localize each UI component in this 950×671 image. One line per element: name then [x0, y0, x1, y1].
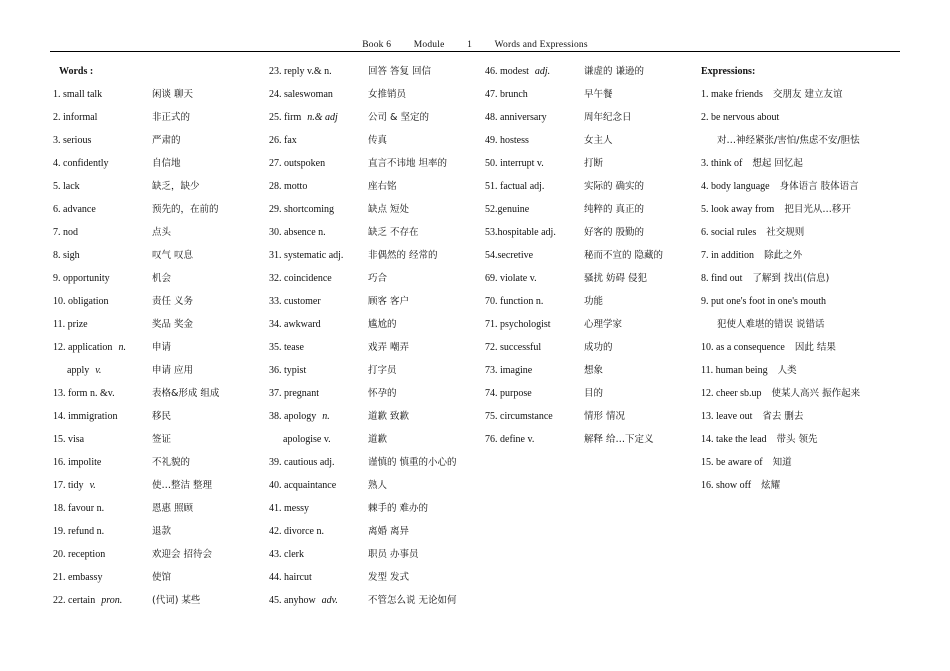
word-english: 28. motto: [269, 181, 308, 192]
word-entry: [485, 129, 695, 152]
word-entry: [269, 313, 479, 336]
word-chinese: 不礼貌的: [152, 457, 191, 468]
word-chinese: 棘手的 难办的: [368, 503, 429, 514]
word-chinese: 责任 义务: [152, 296, 194, 307]
header-rule: [50, 51, 900, 52]
word-english: 74. purpose: [485, 388, 532, 399]
word-english: 9. opportunity: [53, 273, 110, 284]
word-entry: [53, 152, 263, 175]
expression-chinese: 身体语言 肢体语言: [779, 181, 859, 192]
word-entry: [485, 198, 695, 221]
words-column-2: [269, 60, 479, 612]
word-entry: [485, 106, 695, 129]
word-entry: [53, 175, 263, 198]
word-chinese: 尴尬的: [368, 319, 397, 330]
expression-entry: [701, 428, 901, 451]
word-chinese: 申请 应用: [152, 365, 194, 376]
word-entry: [269, 405, 479, 428]
expression-chinese: 想起 回忆起: [752, 158, 803, 169]
word-english: 19. refund n.: [53, 526, 105, 537]
word-english: 44. haircut: [269, 572, 312, 583]
expression-english: 10. as a consequence: [701, 342, 785, 353]
word-chinese: 缺点 短处: [368, 204, 410, 215]
expression-entry: [701, 244, 901, 267]
word-entry: [485, 336, 695, 359]
word-english: 51. factual adj.: [485, 181, 545, 192]
word-chinese: 周年纪念日: [584, 112, 632, 123]
word-chinese: 发型 发式: [368, 572, 410, 583]
expression-entry: [701, 152, 901, 175]
word-english: 27. outspoken: [269, 158, 326, 169]
word-english: 73. imagine: [485, 365, 533, 376]
word-english: 53.hospitable adj.: [485, 227, 556, 238]
word-english: 35. tease: [269, 342, 304, 353]
word-chinese: 奖品 奖金: [152, 319, 194, 330]
word-english: 22. certain: [53, 595, 96, 606]
word-entry: [269, 566, 479, 589]
expression-entry: [701, 106, 901, 129]
word-entry: [53, 497, 263, 520]
word-english: 5. lack: [53, 181, 80, 192]
expression-entry: [701, 336, 901, 359]
word-english: 6. advance: [53, 204, 96, 215]
expression-english: 2. be nervous about: [701, 112, 780, 123]
word-entry: [269, 106, 479, 129]
header-module-number: 1: [467, 40, 473, 50]
word-chinese: 女主人: [584, 135, 613, 146]
word-chinese: 传真: [368, 135, 388, 146]
word-entry: [53, 566, 263, 589]
expression-english: 4. body language: [701, 181, 770, 192]
word-entry: [485, 175, 695, 198]
expression-entry: [701, 405, 901, 428]
word-english: 33. customer: [269, 296, 321, 307]
word-english: 12. application: [53, 342, 113, 353]
word-english: 7. nod: [53, 227, 78, 238]
word-english: 47. brunch: [485, 89, 528, 100]
word-english: 11. prize: [53, 319, 88, 330]
word-entry: [485, 221, 695, 244]
word-english: 15. visa: [53, 434, 85, 445]
word-entry: [53, 313, 263, 336]
word-chinese: 谦虚的 谦逊的: [584, 66, 645, 77]
word-english: 36. typist: [269, 365, 307, 376]
expressions-title: Expressions:: [701, 66, 756, 77]
word-chinese: 心理学家: [584, 319, 623, 330]
word-chinese: 实际的 确实的: [584, 181, 645, 192]
word-english: 14. immigration: [53, 411, 118, 422]
word-entry: [269, 543, 479, 566]
word-part-of-speech: v.: [89, 480, 96, 491]
word-chinese: 缺乏，缺少: [152, 181, 200, 192]
word-english: 18. favour n.: [53, 503, 105, 514]
word-entry: [53, 106, 263, 129]
word-entry: [485, 428, 695, 451]
word-entry: [53, 589, 263, 612]
header-section: Words and Expressions: [494, 40, 588, 50]
word-chinese: (代词) 某些: [152, 595, 201, 606]
word-chinese: 机会: [152, 273, 172, 284]
word-entry: [269, 451, 479, 474]
word-chinese: 退款: [152, 526, 172, 537]
word-english: 46. modest: [485, 66, 529, 77]
page-header: [0, 40, 950, 50]
word-entry: [269, 175, 479, 198]
word-chinese: 叹气 叹息: [152, 250, 194, 261]
word-entry: [269, 152, 479, 175]
word-chinese: 点头: [152, 227, 172, 238]
word-part-of-speech: adj.: [534, 66, 551, 77]
word-entry: [485, 290, 695, 313]
word-chinese: 严肃的: [152, 135, 181, 146]
word-chinese: 怀孕的: [368, 388, 397, 399]
word-english: 13. form n. &v.: [53, 388, 115, 399]
word-english: 71. psychologist: [485, 319, 551, 330]
word-part-of-speech: pron.: [101, 595, 123, 606]
word-chinese: 道歉: [368, 434, 388, 445]
word-part-of-speech: n.: [322, 411, 330, 422]
expression-entry: [701, 221, 901, 244]
word-entry: [269, 60, 479, 83]
word-chinese: 谨慎的 慎重的小心的: [368, 457, 457, 468]
expression-chinese: 因此 结果: [794, 342, 836, 353]
word-chinese: 道歉 致歉: [368, 411, 410, 422]
word-entry: [269, 589, 479, 612]
word-entry: [485, 60, 695, 83]
expression-english: 16. show off: [701, 480, 752, 491]
word-entry: [53, 451, 263, 474]
expression-entry: [701, 129, 901, 152]
word-chinese: 想象: [584, 365, 604, 376]
word-entry: [485, 359, 695, 382]
word-entry: [53, 198, 263, 221]
word-entry: [485, 267, 695, 290]
word-chinese: 情形 情况: [584, 411, 626, 422]
word-english: 40. acquaintance: [269, 480, 337, 491]
expression-chinese: 交朋友 建立友谊: [772, 89, 843, 100]
word-english: 41. messy: [269, 503, 309, 514]
expression-entry: [701, 83, 901, 106]
word-chinese: 骚扰 妨碍 侵犯: [584, 273, 648, 284]
word-chinese: 目的: [584, 388, 604, 399]
expression-chinese: 除此之外: [764, 250, 803, 261]
expression-entry: [701, 198, 901, 221]
word-entry: [269, 129, 479, 152]
expression-entry: [701, 474, 901, 497]
expression-chinese: 了解到 找出(信息): [752, 273, 830, 284]
word-english: 26. fax: [269, 135, 297, 146]
word-english: 52.genuine: [485, 204, 530, 215]
word-chinese: 顾客 客户: [368, 296, 410, 307]
expression-chinese: 人类: [777, 365, 797, 376]
word-chinese: 申请: [152, 342, 172, 353]
word-english: 72. successful: [485, 342, 542, 353]
word-chinese: 解释 给…下定义: [584, 434, 654, 445]
word-english: 42. divorce n.: [269, 526, 324, 537]
expression-english: 5. look away from: [701, 204, 775, 215]
word-entry: [269, 221, 479, 244]
word-entry: [53, 336, 263, 359]
word-english: 1. small talk: [53, 89, 103, 100]
expression-chinese: 带头 领先: [776, 434, 818, 445]
word-part-of-speech: v.: [95, 365, 102, 376]
expression-entry: [701, 175, 901, 198]
expression-chinese: 炫耀: [761, 480, 781, 491]
word-chinese: 成功的: [584, 342, 613, 353]
expression-entry: [701, 267, 901, 290]
word-english: 48. anniversary: [485, 112, 547, 123]
expression-chinese: 省去 删去: [762, 411, 804, 422]
word-english: 76. define v.: [485, 434, 535, 445]
word-entry: [53, 83, 263, 106]
word-english: 32. coincidence: [269, 273, 332, 284]
word-chinese: 非偶然的 经常的: [368, 250, 438, 261]
word-chinese: 公司 & 坚定的: [368, 112, 429, 123]
word-entry: [53, 520, 263, 543]
expression-entry: [701, 290, 901, 313]
word-entry: [53, 382, 263, 405]
expression-english: 7. in addition: [701, 250, 755, 261]
word-chinese: 功能: [584, 296, 604, 307]
word-english: 75. circumstance: [485, 411, 553, 422]
expression-entry: [701, 359, 901, 382]
word-chinese: 戏弄 嘲弄: [368, 342, 410, 353]
word-entry: [485, 244, 695, 267]
word-chinese: 回答 答复 回信: [368, 66, 432, 77]
word-english: 34. awkward: [269, 319, 321, 330]
word-entry: [269, 198, 479, 221]
word-chinese: 直言不讳地 坦率的: [368, 158, 448, 169]
word-english: 30. absence n.: [269, 227, 326, 238]
word-entry: [485, 83, 695, 106]
expression-english: 12. cheer sb.up: [701, 388, 762, 399]
header-book: Book 6: [362, 40, 392, 50]
word-entry: [53, 405, 263, 428]
word-chinese: 纯粹的 真正的: [584, 204, 645, 215]
word-entry: [53, 221, 263, 244]
expressions-column: [701, 60, 901, 497]
word-english: 16. impolite: [53, 457, 102, 468]
word-entry: [53, 290, 263, 313]
word-entry: [53, 359, 263, 382]
word-english: 8. sigh: [53, 250, 80, 261]
word-entry: [53, 244, 263, 267]
word-chinese: 女推销员: [368, 89, 407, 100]
word-english: 24. saleswoman: [269, 89, 333, 100]
words-column-1: [53, 60, 263, 612]
word-chinese: 缺乏 不存在: [368, 227, 419, 238]
word-english: 50. interrupt v.: [485, 158, 544, 169]
word-chinese: 闲谈 聊天: [152, 89, 194, 100]
word-entry: [485, 382, 695, 405]
words-title: Words :: [59, 66, 94, 77]
word-entry: [269, 336, 479, 359]
word-part-of-speech: n.& adj: [307, 112, 338, 123]
word-english: 25. firm: [269, 112, 302, 123]
expression-entry: [701, 313, 901, 336]
word-chinese: 非正式的: [152, 112, 191, 123]
word-english: apply: [67, 365, 90, 376]
word-entry: [269, 382, 479, 405]
word-chinese: 打字员: [368, 365, 397, 376]
expression-english: 9. put one's foot in one's mouth: [701, 296, 826, 307]
word-chinese: 好客的 殷勤的: [584, 227, 645, 238]
expression-chinese: 社交规则: [766, 227, 805, 238]
words-column-3: [485, 60, 695, 451]
word-english: 10. obligation: [53, 296, 109, 307]
word-chinese: 预先的，在前的: [152, 204, 219, 215]
expression-chinese: 把目光从…移开: [784, 204, 851, 215]
expression-english: 3. think of: [701, 158, 743, 169]
word-chinese: 自信地: [152, 158, 181, 169]
word-chinese: 不管怎么说 无论如何: [368, 595, 457, 606]
word-chinese: 熟人: [368, 480, 388, 491]
word-english: 29. shortcoming: [269, 204, 334, 215]
word-chinese: 打断: [584, 158, 604, 169]
expression-chinese: 对…神经紧张/害怕/焦虑不安/胆怯: [717, 135, 860, 146]
word-entry: [53, 129, 263, 152]
word-chinese: 早午餐: [584, 89, 613, 100]
word-chinese: 签证: [152, 434, 172, 445]
word-chinese: 职员 办事员: [368, 549, 419, 560]
expression-chinese: 知道: [772, 457, 792, 468]
word-entry: [269, 244, 479, 267]
header-module: Module: [413, 40, 445, 50]
word-entry: [269, 474, 479, 497]
word-chinese: 恩惠 照顾: [152, 503, 194, 514]
word-english: apologise v.: [283, 434, 331, 445]
word-english: 54.secretive: [485, 250, 534, 261]
word-english: 2. informal: [53, 112, 98, 123]
word-chinese: 欢迎会 招待会: [152, 549, 213, 560]
word-english: 17. tidy: [53, 480, 84, 491]
word-english: 38. apology: [269, 411, 317, 422]
word-entry: [269, 359, 479, 382]
expression-english: 8. find out: [701, 273, 743, 284]
word-entry: [485, 405, 695, 428]
word-chinese: 离婚 离异: [368, 526, 410, 537]
expression-entry: [701, 382, 901, 405]
expression-entry: [701, 451, 901, 474]
expression-english: 14. take the lead: [701, 434, 767, 445]
word-entry: [269, 497, 479, 520]
word-entry: [485, 313, 695, 336]
word-entry: [53, 428, 263, 451]
word-english: 4. confidently: [53, 158, 109, 169]
expression-chinese: 使某人高兴 振作起来: [771, 388, 861, 399]
word-entry: [269, 428, 479, 451]
word-english: 49. hostess: [485, 135, 529, 146]
word-entry: [53, 543, 263, 566]
word-chinese: 座右铭: [368, 181, 397, 192]
word-english: 31. systematic adj.: [269, 250, 344, 261]
word-english: 39. cautious adj.: [269, 457, 335, 468]
expression-english: 13. leave out: [701, 411, 753, 422]
word-part-of-speech: adv.: [321, 595, 338, 606]
word-chinese: 巧合: [368, 273, 388, 284]
word-entry: [53, 474, 263, 497]
word-chinese: 移民: [152, 411, 172, 422]
word-entry: [269, 267, 479, 290]
expression-english: 1. make friends: [701, 89, 763, 100]
word-entry: [53, 267, 263, 290]
word-english: 69. violate v.: [485, 273, 537, 284]
word-english: 3. serious: [53, 135, 92, 146]
word-chinese: 使馆: [152, 572, 172, 583]
word-chinese: 秘而不宣的 隐藏的: [584, 250, 664, 261]
word-english: 45. anyhow: [269, 595, 316, 606]
expression-english: 11. human being: [701, 365, 768, 376]
word-entry: [269, 520, 479, 543]
expression-english: 15. be aware of: [701, 457, 763, 468]
word-part-of-speech: n.: [118, 342, 126, 353]
expression-chinese: 犯使人难堪的错误 说错话: [717, 319, 825, 330]
word-english: 43. clerk: [269, 549, 304, 560]
word-english: 23. reply v.& n.: [269, 66, 332, 77]
word-entry: [269, 83, 479, 106]
word-english: 37. pregnant: [269, 388, 319, 399]
word-entry: [269, 290, 479, 313]
word-english: 70. function n.: [485, 296, 544, 307]
word-english: 20. reception: [53, 549, 106, 560]
word-chinese: 使…整洁 整理: [152, 480, 213, 491]
expression-english: 6. social rules: [701, 227, 757, 238]
word-english: 21. embassy: [53, 572, 103, 583]
word-entry: [485, 152, 695, 175]
word-chinese: 表格&形成 组成: [152, 388, 220, 399]
